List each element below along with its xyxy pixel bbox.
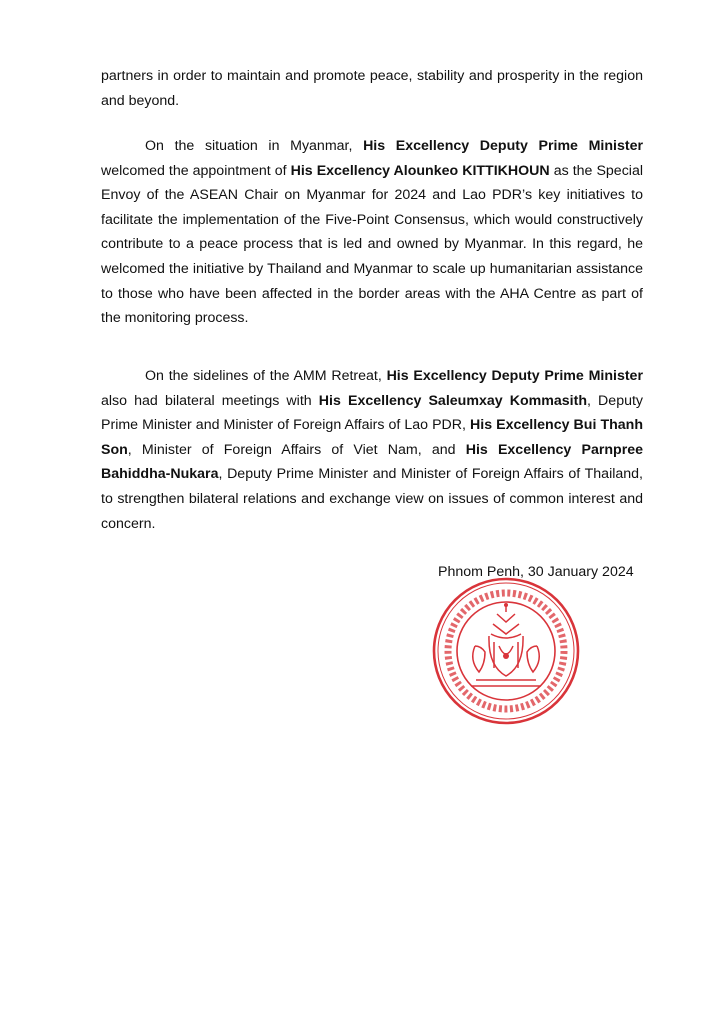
paragraph-1-text: partners in order to maintain and promote peace, stability and prosperity in the region and beyond. [101, 68, 643, 109]
paragraph-3-run-3: , Deputy Prime Minister and Minister of Foreign Affairs of Lao PDR, [101, 392, 644, 434]
paragraph-2-run-2: welcomed the appointment of [101, 162, 291, 179]
paragraph-3-bold-3: His Excellency Bui Thanh Son [101, 417, 643, 458]
paragraph-2 [101, 134, 643, 331]
paragraph-2-bold-2: His Excellency Alounkeo KITTIKHOUN [290, 162, 550, 179]
paragraph-3-text [101, 364, 643, 536]
paragraph-3-run-4: , Minister of Foreign Affairs of Viet Nam, and [127, 441, 466, 458]
paragraph-3-bold-2: His Excellency Saleumxay Kommasith [318, 392, 587, 409]
paragraph-3-run-1: On the sidelines of the AMM Retreat, [145, 368, 387, 384]
paragraph-1 [101, 64, 643, 113]
paragraph-2-text [101, 134, 643, 331]
paragraph-3-run-2: also had bilateral meetings with [101, 392, 319, 409]
paragraph-2-bold-1: His Excellency Deputy Prime Minister [363, 138, 643, 154]
paragraph-3-bold-1: His Excellency Deputy Prime Minister [386, 368, 643, 384]
paragraph-3-run-5: , Deputy Prime Minister and Minister of Foreign Affairs of Thailand, to strengthen bilateral relations and exchange view on issues of common interest and concern. [101, 466, 643, 532]
date-line: Phnom Penh, 30 January 2024 [438, 564, 634, 580]
paragraph-3 [101, 364, 643, 536]
paragraph-3-bold-4: His Excellency Parnpree Bahiddha-Nukara [101, 441, 644, 483]
paragraph-2-run-3: as the Special Envoy of the ASEAN Chair on Myanmar for 2024 and Lao PDR’s key initiatives to facilitate the implementation of the Five-Point Consensus, which would constructively contribute to a peace process that is led and owned by Myanmar. In this regard, he welcomed the initiative by Thailand and Myanmar to scale up humanitarian assistance to those who have been affected in the border areas with the AHA Centre as part of the monitoring process. [101, 162, 643, 327]
official-seal-icon [431, 576, 581, 726]
paragraph-2-run-1: On the situation in Myanmar, [145, 138, 364, 154]
